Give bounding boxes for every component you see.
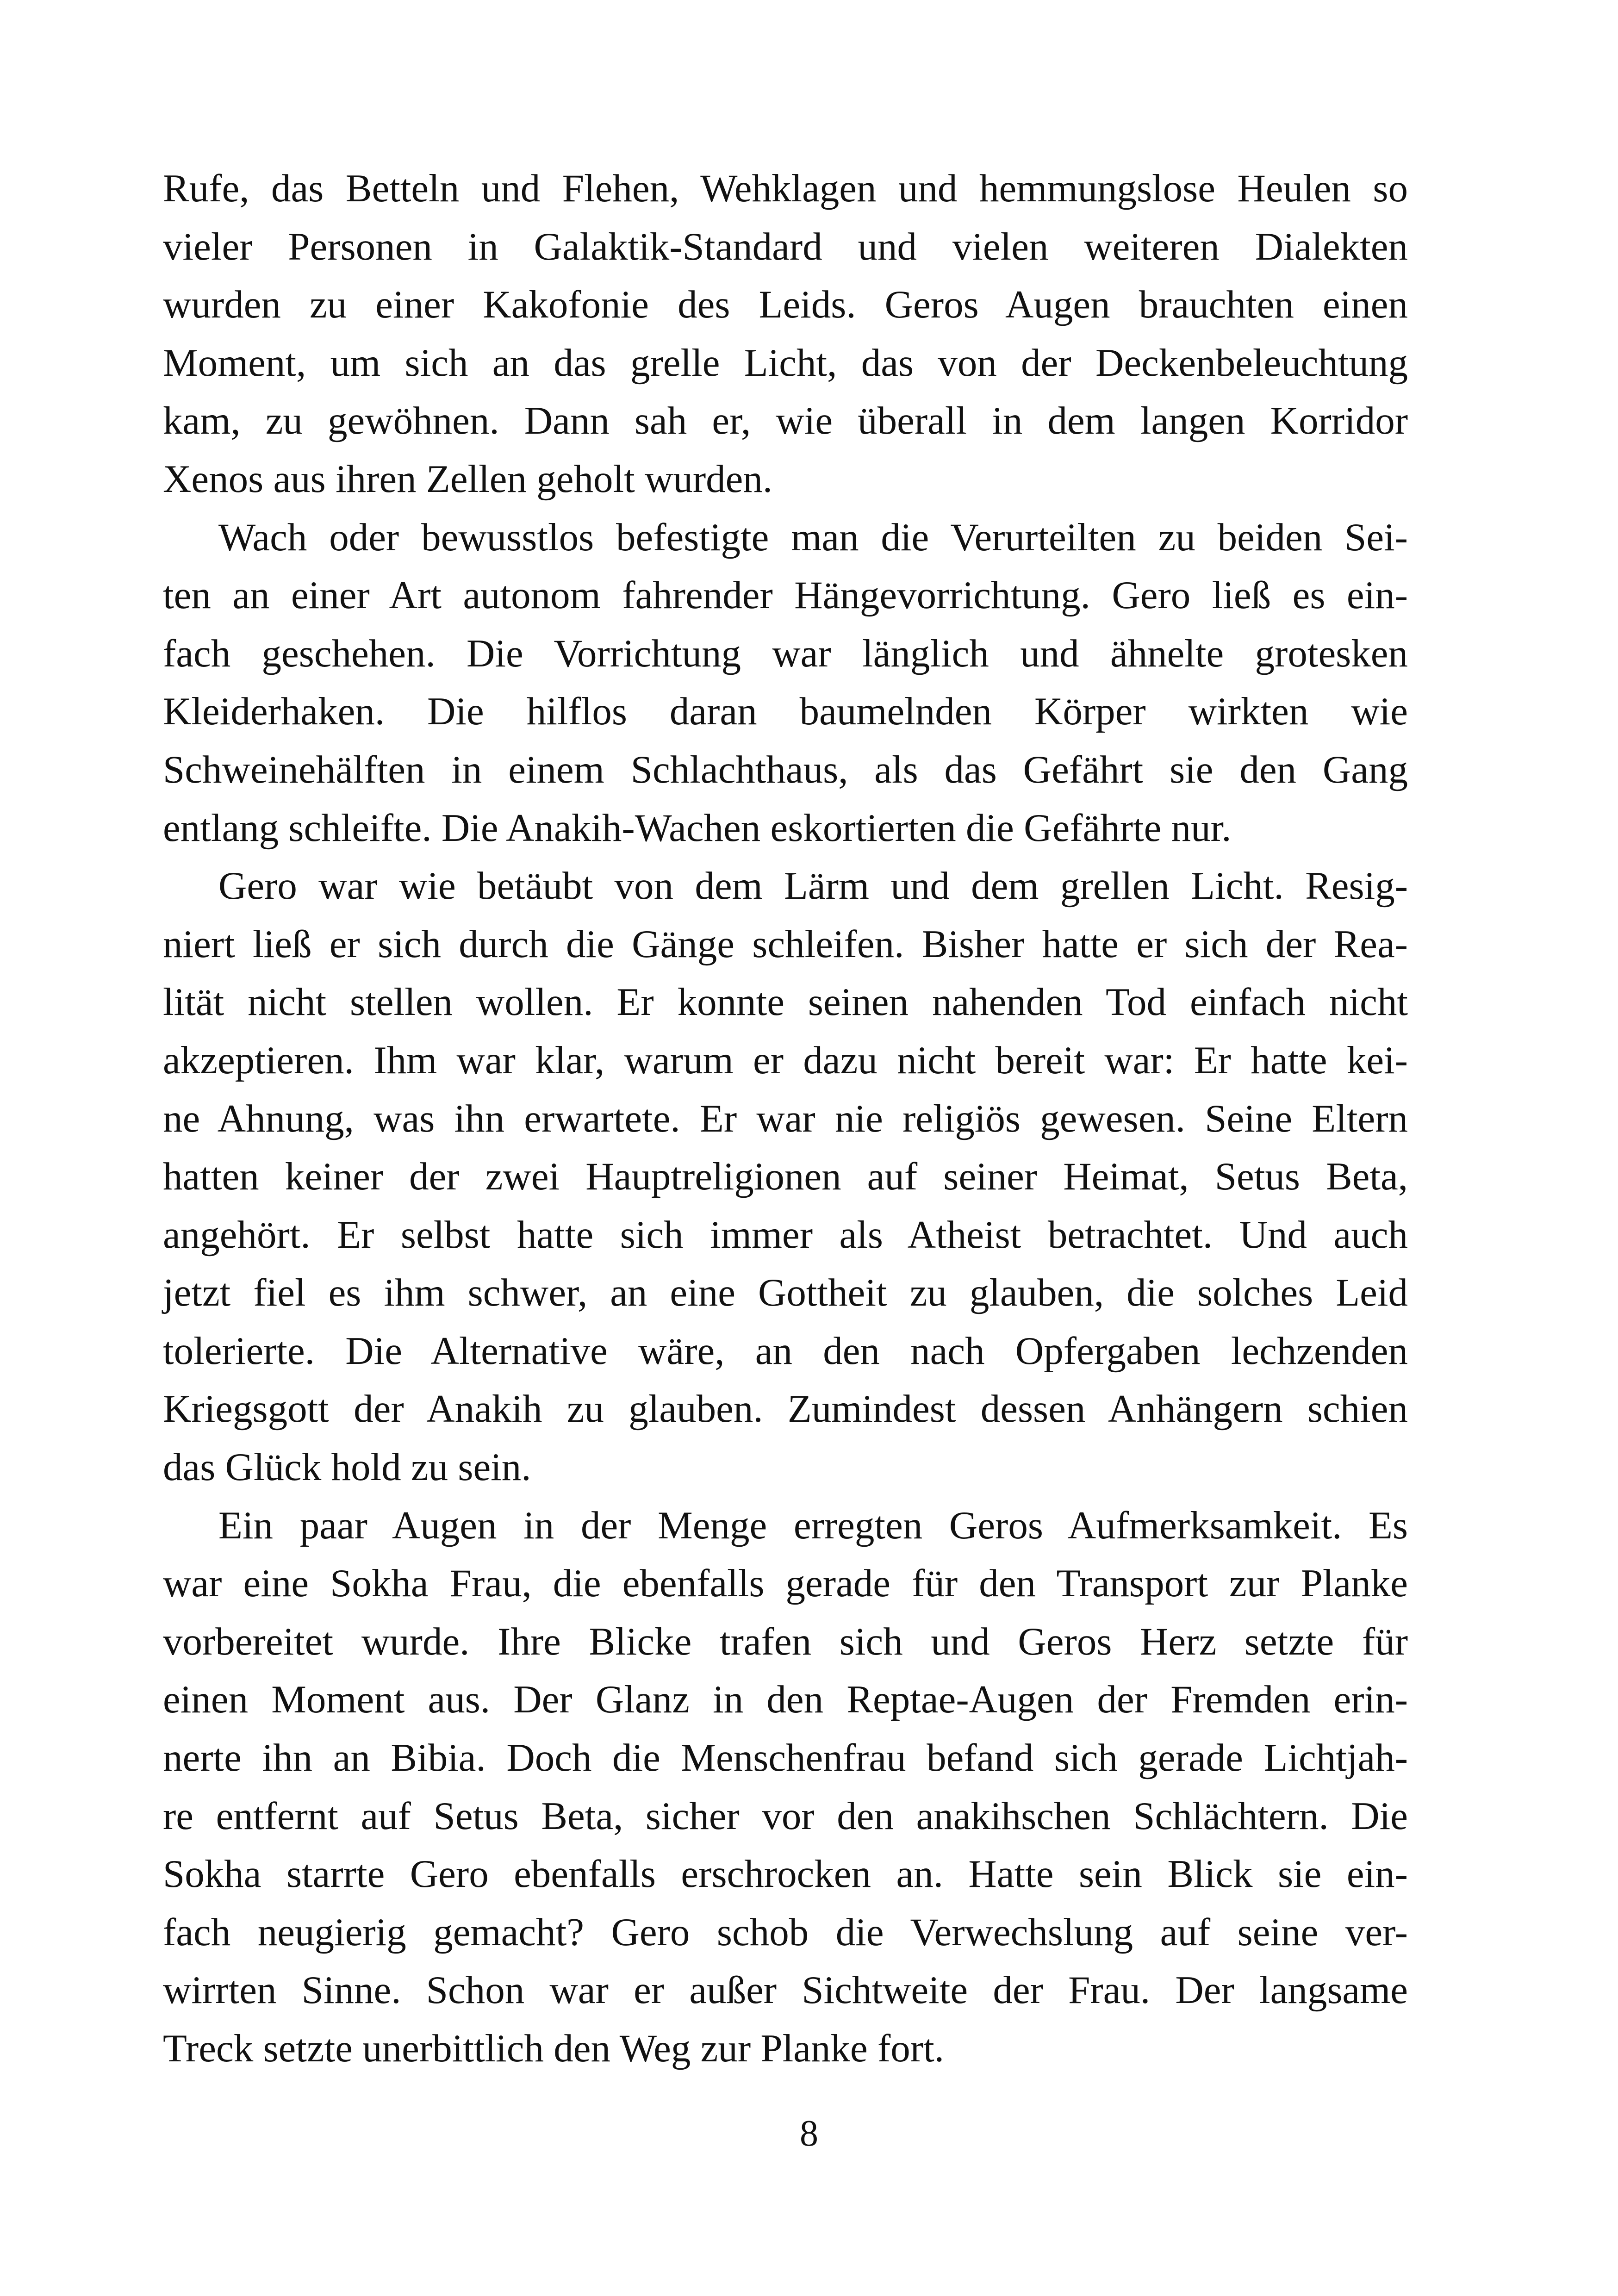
text-line: Kriegsgott der Anakih zu glauben. Zumindest dessen Anhängern schien: [163, 1387, 1408, 1431]
text-line: entlang schleifte. Die Anakih-Wachen eskortierten die Gefährte nur.: [163, 806, 1232, 850]
text-line: akzeptieren. Ihm war klar, warum er dazu nicht bereit war: Er hatte kei-: [163, 1038, 1408, 1082]
text-line: ne Ahnung, was ihn erwartete. Er war nie religiös gewesen. Seine Eltern: [163, 1096, 1408, 1140]
text-line: ten an einer Art autonom fahrender Hängevorrichtung. Gero ließ es ein-: [163, 573, 1408, 617]
text-line: einen Moment aus. Der Glanz in den Reptae-Augen der Fremden erin-: [163, 1678, 1408, 1722]
text-line: niert ließ er sich durch die Gänge schleifen. Bisher hatte er sich der Rea-: [163, 922, 1408, 966]
text-line: tolerierte. Die Alternative wäre, an den nach Opfergaben lechzenden: [163, 1329, 1408, 1373]
text-line: Moment, um sich an das grelle Licht, das von der Deckenbeleuchtung: [163, 341, 1408, 385]
text-line: fach geschehen. Die Vorrichtung war länglich und ähnelte grotesken: [163, 631, 1408, 675]
paragraph: [163, 509, 1408, 858]
text-line: Sokha starrte Gero ebenfalls erschrocken an. Hatte sein Blick sie ein-: [163, 1852, 1408, 1896]
paragraph: [163, 160, 1408, 509]
paragraph: [163, 1497, 1408, 2078]
text-line: Wach oder bewusstlos befestigte man die Verurteilten zu beiden Sei-: [218, 515, 1408, 559]
text-line: Kleiderhaken. Die hilflos daran baumelnden Körper wirkten wie: [163, 690, 1408, 734]
text-line: lität nicht stellen wollen. Er konnte seinen nahenden Tod einfach nicht: [163, 980, 1408, 1024]
text-line: angehört. Er selbst hatte sich immer als Atheist betrachtet. Und auch: [163, 1213, 1408, 1257]
text-line: wirrten Sinne. Schon war er außer Sichtweite der Frau. Der langsame: [163, 1968, 1408, 2012]
text-line: hatten keiner der zwei Hauptreligionen auf seiner Heimat, Setus Beta,: [163, 1155, 1408, 1199]
text-line: re entfernt auf Setus Beta, sicher vor den anakihschen Schlächtern. Die: [163, 1794, 1408, 1838]
text-line: fach neugierig gemacht? Gero schob die Verwechslung auf seine ver-: [163, 1910, 1408, 1954]
text-line: jetzt fiel es ihm schwer, an eine Gottheit zu glauben, die solches Leid: [163, 1271, 1408, 1315]
text-line: Xenos aus ihren Zellen geholt wurden.: [163, 457, 773, 501]
text-line: kam, zu gewöhnen. Dann sah er, wie überall in dem langen Korridor: [163, 399, 1408, 443]
text-line: vorbereitet wurde. Ihre Blicke trafen sich und Geros Herz setzte für: [163, 1619, 1408, 1663]
text-line: vieler Personen in Galaktik-Standard und vielen weiteren Dialekten: [163, 224, 1408, 268]
text-line: wurden zu einer Kakofonie des Leids. Geros Augen brauchten einen: [163, 283, 1408, 327]
text-line: war eine Sokha Frau, die ebenfalls gerade für den Transport zur Planke: [163, 1562, 1408, 1605]
page-number: 8: [800, 2113, 818, 2154]
text-line: Schweinehälften in einem Schlachthaus, als das Gefährt sie den Gang: [163, 747, 1408, 791]
text-line: Gero war wie betäubt von dem Lärm und dem grellen Licht. Resig-: [218, 864, 1408, 908]
text-line: Rufe, das Betteln und Flehen, Wehklagen und hemmungslose Heulen so: [163, 167, 1408, 210]
paragraph: [163, 857, 1408, 1497]
body-text: [163, 160, 1408, 2078]
text-line: das Glück hold zu sein.: [163, 1445, 531, 1489]
text-line: Ein paar Augen in der Menge erregten Geros Aufmerksamkeit. Es: [218, 1503, 1408, 1547]
text-line: Treck setzte unerbittlich den Weg zur Planke fort.: [163, 2027, 944, 2070]
text-line: nerte ihn an Bibia. Doch die Menschenfrau befand sich gerade Lichtjah-: [163, 1736, 1408, 1780]
